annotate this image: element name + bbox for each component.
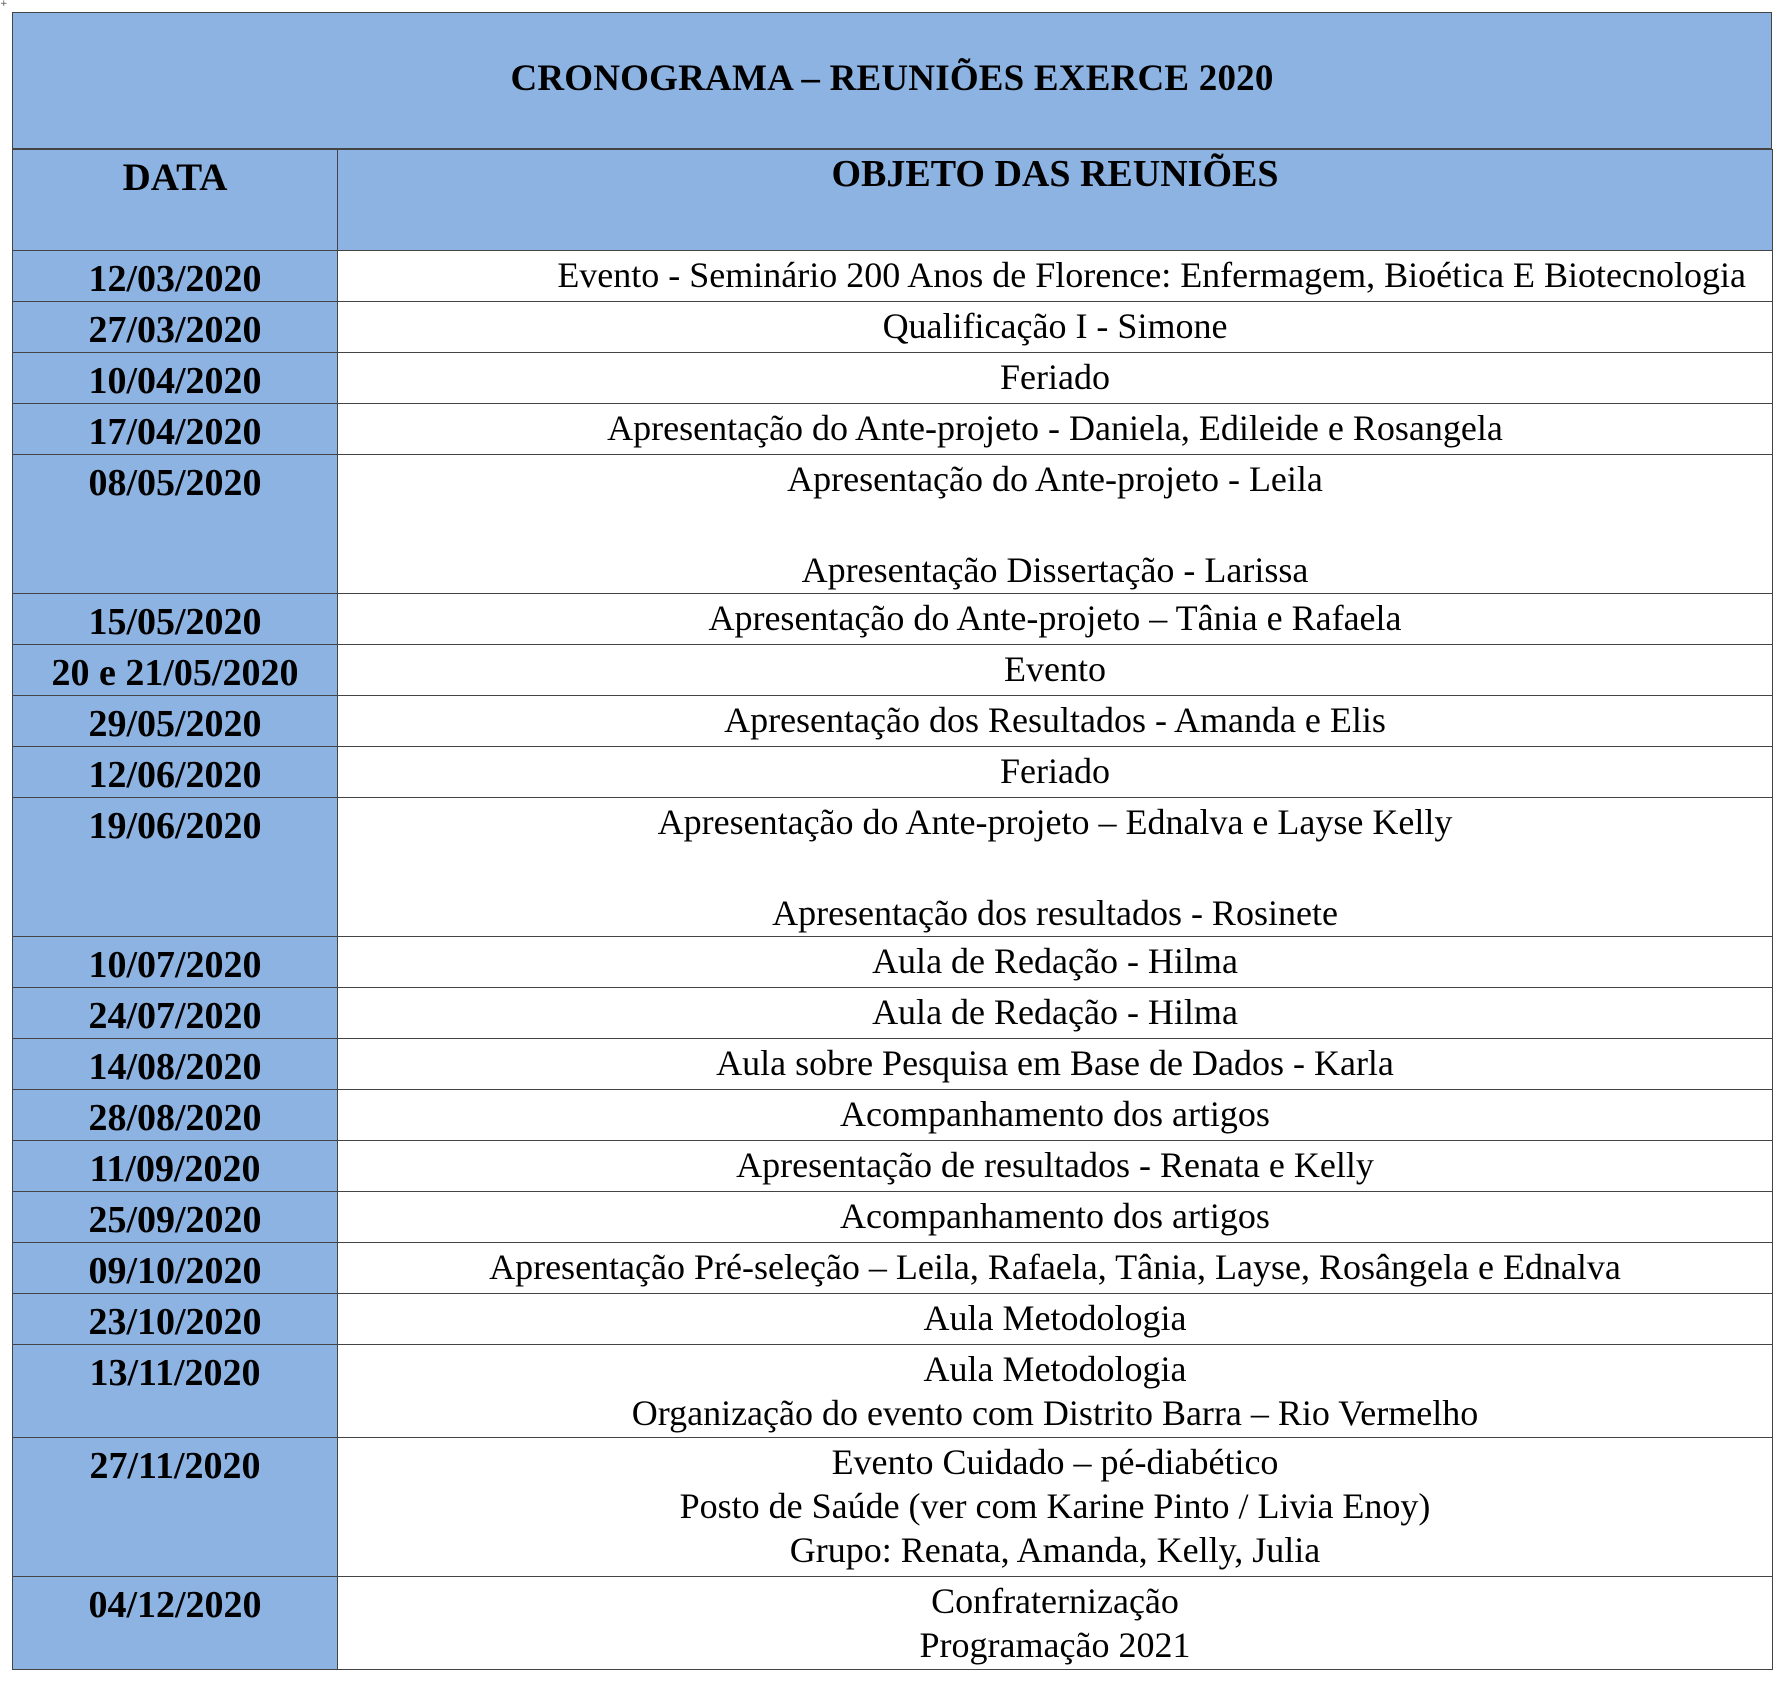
object-line: Apresentação de resultados - Renata e Kelly [736, 1145, 1374, 1185]
object-line: Acompanhamento dos artigos [840, 1196, 1270, 1236]
date-cell: 10/04/2020 [13, 353, 338, 404]
object-line: Posto de Saúde (ver com Karine Pinto / Livia Enoy) [679, 1486, 1431, 1526]
table-row [13, 302, 1773, 353]
object-line: Organização do evento com Distrito Barra – Rio Vermelho [631, 1393, 1479, 1433]
table-row [13, 747, 1773, 798]
object-line: Qualificação I - Simone [882, 306, 1228, 346]
schedule-table-container [12, 12, 1772, 1670]
object-cell [338, 1294, 1773, 1345]
table-row [13, 798, 1773, 937]
object-line: Apresentação do Ante-projeto – Tânia e Rafaela [708, 598, 1402, 638]
object-line: Apresentação Dissertação - Larissa [801, 550, 1309, 590]
object-line: Apresentação do Ante-projeto - Daniela, Edileide e Rosangela [607, 408, 1503, 448]
object-cell [338, 1345, 1773, 1438]
table-row [13, 1192, 1773, 1243]
table-row [13, 455, 1773, 594]
table-row [13, 696, 1773, 747]
object-cell [338, 1141, 1773, 1192]
object-cell [338, 988, 1773, 1039]
header-object-cell [338, 150, 1773, 251]
table-row [13, 1294, 1773, 1345]
date-cell: 14/08/2020 [13, 1039, 338, 1090]
table-row [13, 594, 1773, 645]
object-line: Apresentação do Ante-projeto - Leila [787, 459, 1323, 499]
date-cell: 20 e 21/05/2020 [13, 645, 338, 696]
object-line: Feriado [1000, 751, 1110, 791]
object-cell [338, 1192, 1773, 1243]
object-line: Aula sobre Pesquisa em Base de Dados - Karla [716, 1043, 1394, 1083]
object-cell [338, 645, 1773, 696]
table-row [13, 1141, 1773, 1192]
object-cell [338, 798, 1773, 937]
table-row [13, 353, 1773, 404]
object-cell [338, 353, 1773, 404]
object-line: Aula de Redação - Hilma [872, 941, 1238, 981]
header-date-label: DATA [122, 156, 228, 199]
header-date-cell [13, 150, 338, 251]
date-cell: 15/05/2020 [13, 594, 338, 645]
object-line: Acompanhamento dos artigos [840, 1094, 1270, 1134]
object-cell [338, 455, 1773, 594]
table-row [13, 1438, 1773, 1577]
table-row [13, 251, 1773, 302]
schedule-table [12, 149, 1773, 1670]
date-cell: 08/05/2020 [13, 455, 338, 594]
date-cell: 28/08/2020 [13, 1090, 338, 1141]
table-row [13, 1090, 1773, 1141]
date-cell: 12/06/2020 [13, 747, 338, 798]
date-cell: 19/06/2020 [13, 798, 338, 937]
object-line: Aula de Redação - Hilma [872, 992, 1238, 1032]
table-row [13, 1039, 1773, 1090]
object-line: Aula Metodologia [923, 1349, 1187, 1389]
object-cell [338, 1039, 1773, 1090]
object-cell [338, 404, 1773, 455]
table-row [13, 645, 1773, 696]
object-cell [338, 937, 1773, 988]
table-row [13, 1577, 1773, 1670]
header-object-label: OBJETO DAS REUNIÕES [831, 153, 1279, 195]
object-cell [338, 251, 1773, 302]
date-cell: 09/10/2020 [13, 1243, 338, 1294]
object-line: Programação 2021 [919, 1625, 1191, 1665]
date-cell: 10/07/2020 [13, 937, 338, 988]
header-row [13, 150, 1773, 251]
object-line: Grupo: Renata, Amanda, Kelly, Julia [789, 1530, 1321, 1570]
table-row [13, 404, 1773, 455]
table-row [13, 988, 1773, 1039]
date-cell: 23/10/2020 [13, 1294, 338, 1345]
date-cell: 04/12/2020 [13, 1577, 338, 1670]
object-line: Apresentação do Ante-projeto – Ednalva e Layse Kelly [657, 802, 1453, 842]
date-cell: 11/09/2020 [13, 1141, 338, 1192]
date-cell: 27/03/2020 [13, 302, 338, 353]
table-row [13, 1243, 1773, 1294]
date-cell: 25/09/2020 [13, 1192, 338, 1243]
object-line: Apresentação dos resultados - Rosinete [772, 893, 1338, 933]
date-cell: 12/03/2020 [13, 251, 338, 302]
object-cell [338, 747, 1773, 798]
blank-line [338, 844, 1772, 891]
date-cell: 13/11/2020 [13, 1345, 338, 1438]
object-line: Evento - Seminário 200 Anos de Florence: Enfermagem, Bioética E Biotecnologia [557, 255, 1746, 295]
object-cell [338, 302, 1773, 353]
object-line: Evento Cuidado – pé-diabético [831, 1442, 1279, 1482]
title-bar [12, 12, 1772, 149]
object-line: Apresentação Pré-seleção – Leila, Rafaela, Tânia, Layse, Rosângela e Ednalva [489, 1247, 1621, 1287]
blank-line [338, 501, 1772, 548]
page-title: CRONOGRAMA – REUNIÕES EXERCE 2020 [510, 58, 1274, 99]
date-cell: 27/11/2020 [13, 1438, 338, 1577]
object-line: Feriado [1000, 357, 1110, 397]
object-line: Apresentação dos Resultados - Amanda e Elis [724, 700, 1386, 740]
object-cell [338, 696, 1773, 747]
object-line: Aula Metodologia [923, 1298, 1187, 1338]
object-cell [338, 1577, 1773, 1670]
object-line: Evento [1004, 649, 1106, 689]
table-row [13, 1345, 1773, 1438]
object-cell [338, 594, 1773, 645]
object-cell [338, 1438, 1773, 1577]
date-cell: 29/05/2020 [13, 696, 338, 747]
table-row [13, 937, 1773, 988]
object-cell [338, 1090, 1773, 1141]
date-cell: 24/07/2020 [13, 988, 338, 1039]
table-anchor-icon[interactable]: + [0, 0, 8, 9]
schedule-body [13, 251, 1773, 1670]
object-line: Confraternização [931, 1581, 1179, 1621]
date-cell: 17/04/2020 [13, 404, 338, 455]
object-cell [338, 1243, 1773, 1294]
